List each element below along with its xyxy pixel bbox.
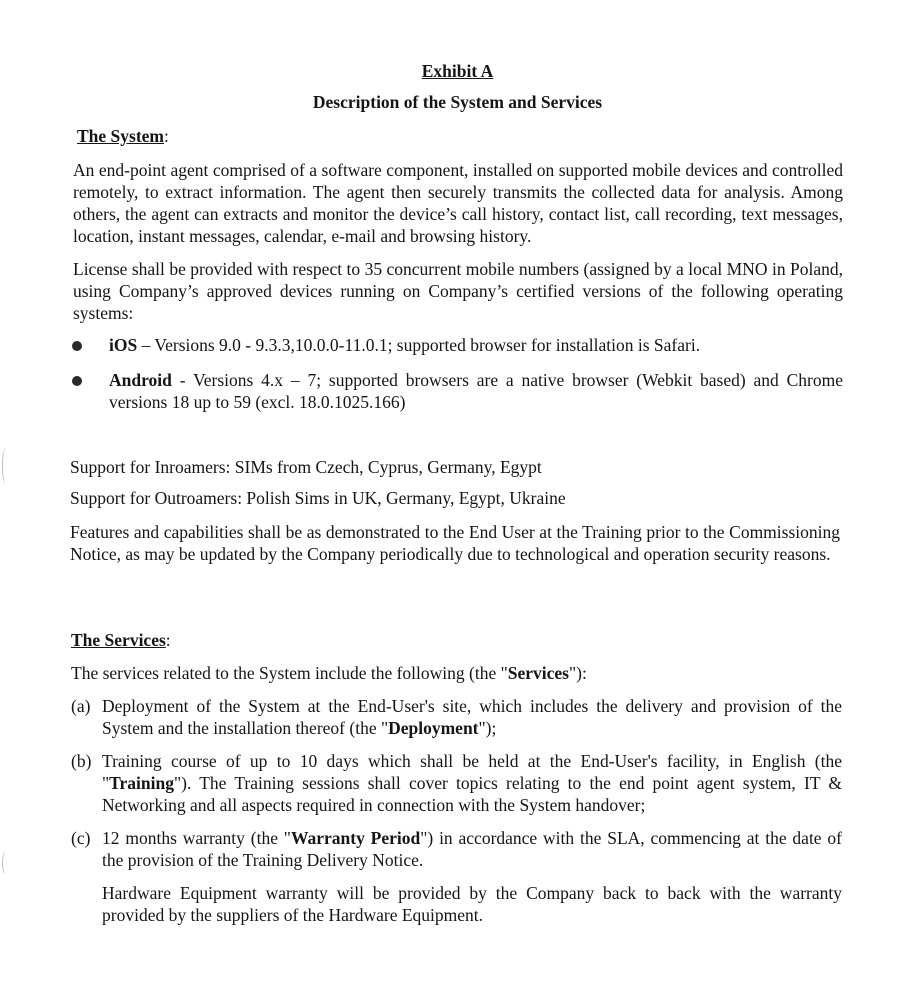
services-intro-text: The services related to the System include the following (the " bbox=[71, 663, 508, 683]
services-heading bbox=[71, 629, 171, 651]
services-heading-text: The Services bbox=[71, 630, 166, 650]
license-paragraph: License shall be provided with respect to 35 concurrent mobile numbers (assigned by a local MNO in Poland, using Company’s approved devices running on Company’s certified versions of the following operating systems: bbox=[73, 259, 843, 323]
hardware-warranty-paragraph: Hardware Equipment warranty will be provided by the Company back to back with the warranty provided by the suppliers of the Hardware Equipment. bbox=[102, 883, 842, 925]
outroamers-line: Support for Outroamers: Polish Sims in UK, Germany, Egypt, Ukraine bbox=[70, 488, 566, 508]
services-term: Services bbox=[507, 663, 569, 683]
system-heading-colon: : bbox=[164, 126, 169, 146]
item-term: Training bbox=[109, 773, 174, 793]
item-marker: (b) bbox=[71, 751, 92, 771]
item-term: Deployment bbox=[388, 718, 479, 738]
item-term: Warranty Period bbox=[290, 828, 421, 848]
features-paragraph: Features and capabilities shall be as demonstrated to the End User at the Training prior to the Commissioning Notice, as may be updated by the Company periodically due to technological and operation security reasons. bbox=[70, 522, 840, 564]
system-heading bbox=[77, 125, 169, 147]
item-marker: (c) bbox=[71, 828, 91, 848]
services-intro bbox=[71, 662, 587, 684]
bullet-separator: - bbox=[171, 370, 194, 390]
item-text: Deployment of the System at the End-User's site, which includes the delivery and provision of the System and the installation thereof (the " bbox=[102, 696, 842, 738]
item-text-end: "). The Training sessions shall cover topics relating to the end point agent system, IT & Networking and all aspects required in connection with the System handover; bbox=[102, 773, 842, 815]
bullet-ios bbox=[109, 334, 843, 356]
service-item-warranty bbox=[102, 827, 842, 871]
system-description-paragraph: An end-point agent comprised of a software component, installed on supported mobile devices and controlled remotely, to extract information. The agent then securely transmits the collected data for analysis. Among others, the agent can extracts and monitor the device’s call history, contact list, call recording, text messages, location, instant messages, calendar, e-mail and browsing history. bbox=[73, 160, 843, 246]
service-item-deployment bbox=[102, 695, 842, 739]
scan-mark bbox=[2, 852, 9, 874]
bullet-dot bbox=[72, 341, 82, 351]
bullet-separator: – bbox=[137, 335, 155, 355]
bullet-text: Versions 9.0 - 9.3.3,10.0.0-11.0.1; supported browser for installation is Safari. bbox=[154, 335, 701, 355]
bullet-android bbox=[109, 369, 843, 413]
item-marker: (a) bbox=[71, 696, 91, 716]
inroamers-line: Support for Inroamers: SIMs from Czech, Cyprus, Germany, Egypt bbox=[70, 457, 542, 477]
system-heading-text: The System bbox=[77, 126, 165, 146]
scan-mark bbox=[2, 448, 9, 484]
exhibit-title: Exhibit A bbox=[421, 61, 494, 81]
bullet-dot bbox=[72, 376, 82, 386]
bullet-os-name: Android bbox=[109, 370, 172, 390]
item-text: 12 months warranty (the " bbox=[102, 828, 291, 848]
service-item-training bbox=[102, 750, 842, 816]
item-text: Training course of up to 10 days which shall be held at the End-User's facility, in English (the " bbox=[102, 751, 842, 793]
bullet-os-name: iOS bbox=[109, 335, 138, 355]
document-subtitle: Description of the System and Services bbox=[312, 92, 603, 112]
services-heading-colon: : bbox=[165, 630, 171, 650]
item-text-end: ") in accordance with the SLA, commencing at the date of the provision of the Training Delivery Notice. bbox=[102, 828, 842, 870]
bullet-text: Versions 4.x – 7; supported browsers are a native browser (Webkit based) and Chrome versions 18 up to 59 (excl. 18.0.1025.166) bbox=[109, 370, 844, 412]
item-text-end: "); bbox=[478, 718, 497, 738]
services-intro-end: "): bbox=[568, 663, 587, 683]
